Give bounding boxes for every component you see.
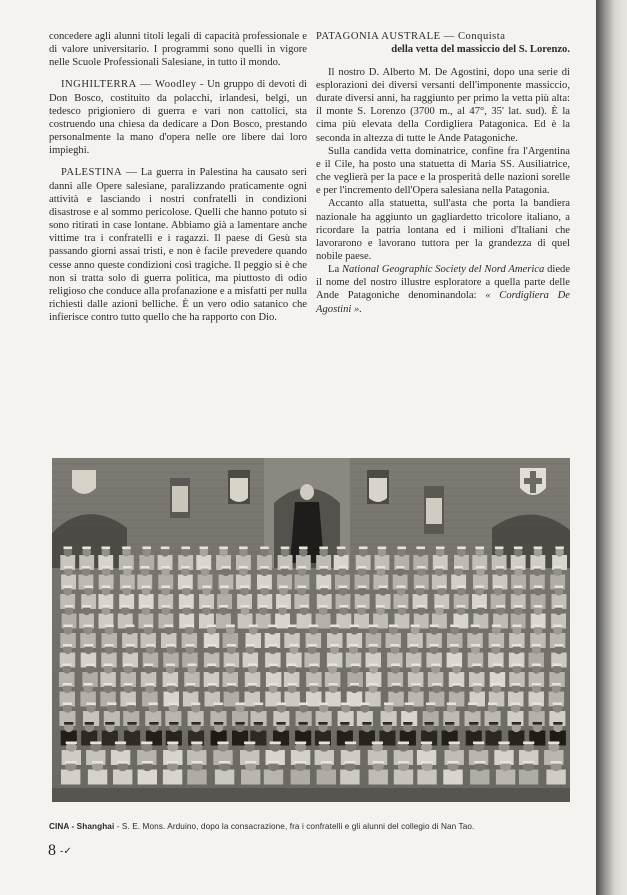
- page-edge-shadow: [596, 0, 627, 895]
- palestine-heading: PALESTINA: [61, 167, 123, 179]
- p4-lead: La: [328, 264, 342, 276]
- caption-text: - S. E. Mons. Arduino, dopo la consacrazione, fra i confratelli e gli alunni del collegio di Nan Tao.: [114, 822, 475, 831]
- page-number: [48, 842, 72, 860]
- p4-middle: diede il nome del nostro illustre esploratore a quella parte delle Ande Patagoniche denominandola:: [316, 264, 571, 302]
- patagonia-paragraph-1: Il nostro D. Alberto M. De Agostini, dopo una serie di esplorazioni dei diversi versanti dell'imponente massiccio, durate diversi anni, ha raggiunto per primo la vetta più alta: il monte S. Lorenzo (3700 m., al 47°, 35' lat. sud). È la cima più elevata della Cordigliera Patagonica. Ed è la seconda in altezza di tutte le Ande Patagoniche.: [316, 66, 570, 144]
- patagonia-paragraph-3: Accanto alla statuetta, sull'asta che porta la bandiera nazionale ha aggiunto un gagliardetto tricolore italiano, a ricordare la patria lontana ed i milioni d'Italiani che lavorarono e lavorano tuttora per la grandezza di quel nobile paese.: [316, 198, 570, 262]
- group-photo-image: [52, 458, 570, 802]
- england-body: - Un gruppo di devoti di Don Bosco, costituito da polacchi, irlandesi, belgi, un tedesco prigioniero di guerra e vari non cattolici, sta costruendo una chiesa da dedicare a Don Bosco, prestando personalmente la mano d'opera nelle ore libere dai loro impieghi.: [49, 79, 308, 157]
- left-paragraph-1: concedere agli alunni titoli legali di capacità professionale e di valore universitario. I programmi sono quelli in vigore nelle Scuole Professionali Salesiane, in tutto il mondo.: [49, 31, 307, 69]
- patagonia-paragraph-4: [316, 263, 570, 316]
- palestine-paragraph: [49, 166, 307, 324]
- page-ornament: -✓: [60, 845, 72, 857]
- society-name: National Geographic Society del Nord America: [341, 264, 545, 276]
- england-paragraph: [49, 78, 307, 157]
- patagonia-title-line-2: della vetta del massiccio del S. Lorenzo.: [391, 44, 570, 56]
- group-photo: [52, 458, 570, 802]
- photo-caption: [49, 822, 579, 831]
- caption-place: CINA - Shanghai: [49, 822, 115, 831]
- page-number-value: 8: [48, 842, 56, 859]
- cordillera-name: « Cordigliera De Agostini ».: [316, 290, 570, 315]
- left-column: [49, 30, 307, 324]
- patagonia-title: [316, 30, 570, 57]
- right-column: [316, 30, 570, 316]
- palestine-body: — La guerra in Palestina ha causato seri danni alle Opere salesiane, paralizzando praticamente ogni attività e lasciando i nostri confratelli in condizioni disastrose e al sommo pericolose. Quelli che hanno potuto si sono ritirati in case lontane. Abbiamo già a lamentare anche vittime tra i confratelli e i ragazzi. Il paese di Gesù sta passando giorni assai tristi, e non è facile prevedere quando cesse anno queste condizioni così tragiche. Il peggio si è che non si tratta solo di guerra politica, ma piuttosto di odio religioso che conduce alla profanazione e a misfatti per nulla richiesti dalle azioni belliche. È un vero odio satanico che infierisce contro tutto quello che ha rapporto con Dio.: [49, 167, 307, 324]
- england-heading: INGHILTERRA — Woodley: [61, 79, 197, 91]
- patagonia-title-line-1: PATAGONIA AUSTRALE — Conquista: [316, 31, 506, 42]
- patagonia-paragraph-2: Sulla candida vetta dominatrice, confine fra l'Argentina e il Cile, ha posto una statuetta di Maria SS. Ausiliatrice, che veglierà per la pace e la prosperità delle nazioni sorelle e per l'incremento dell'Opera salesiana nella Patagonia.: [316, 145, 570, 197]
